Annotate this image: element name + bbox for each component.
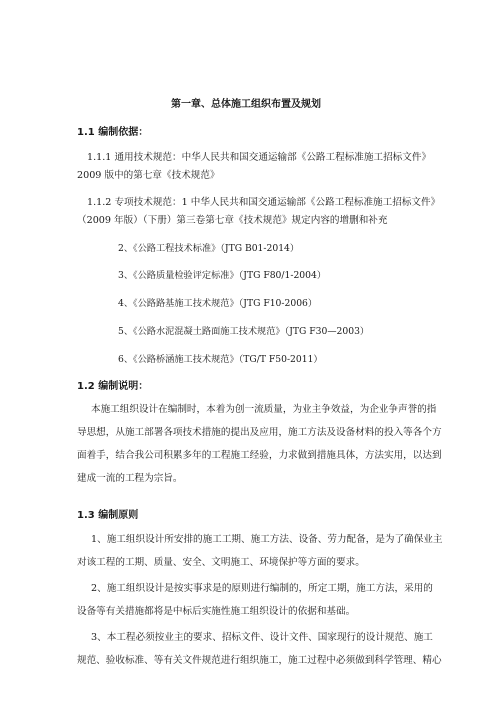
paragraph-line: 面着手，结合我公司积累多年的工程施工经验，力求做到措施具体，方法实用，以达到	[77, 450, 442, 461]
paragraph-line: 规范、验收标准、等有关文件规范进行组织施工，施工过程中必须做到科学管理、精心	[77, 655, 442, 666]
standard-list-item: 5、《公路水泥混凝土路面施工技术规范》（JTG F30—2003）	[118, 326, 370, 337]
chapter-title: 第一章、总体施工组织布置及规划	[171, 99, 321, 110]
standard-list-item: 2、《公路工程技术标准》（JTG B01-2014）	[118, 243, 300, 254]
item-1-1-2-line2: （2009 年版）（下册）第三卷第七章《技术规范》规定内容的增删和补充	[77, 215, 388, 226]
item-1-1-2-line1: 1.1.2 专项技术规范：1 中华人民共和国交通运输部《公路工程标准施工招标文件》	[87, 197, 441, 208]
section-heading-1-1: 1.1 编制依据：	[77, 127, 149, 138]
paragraph-line: 本施工组织设计在编制时，本着为创一流质量，为业主争效益，为企业争声誉的指	[91, 404, 437, 415]
paragraph-line: 对该工程的工期、质量、安全、文明施工、环境保护等方面的要求。	[77, 557, 365, 568]
section-heading-1-2: 1.2 编制说明：	[77, 381, 149, 392]
section-heading-1-3: 1.3 编制原则	[77, 510, 139, 521]
paragraph-line: 建成一流的工程为宗旨。	[77, 473, 183, 484]
paragraph-line: 设备等有关措施都将是中标后实施性施工组织设计的依据和基础。	[77, 606, 356, 617]
paragraph-line: 2、施工组织设计是按实事求是的原则进行编制的，所定工期，施工方法，采用的	[91, 583, 433, 594]
paragraph-line: 导思想，从施工部署各项技术措施的提出及应用，施工方法及设备材料的投入等各个方	[77, 427, 442, 438]
standard-list-item: 6、《公路桥涵施工技术规范》（TG/T F50-2011）	[118, 354, 323, 365]
standard-list-item: 3、《公路质量检验评定标准》（JTG F80/1-2004）	[118, 270, 327, 281]
paragraph-line: 1、施工组织设计所安排的施工工期、施工方法、设备、劳力配备，是为了确保业主	[91, 534, 443, 545]
paragraph-line: 3、本工程必须按业主的要求、招标文件、设计文件、国家现行的设计规范、施工	[91, 632, 433, 643]
item-1-1-1-line2: 2009 版中的第七章《技术规范》	[77, 170, 220, 181]
standard-list-item: 4、《公路路基施工技术规范》（JTG F10-2006）	[118, 298, 318, 309]
item-1-1-1-line1: 1.1.1 通用技术规范：中华人民共和国交通运输部《公路工程标准施工招标文件》	[87, 152, 432, 163]
